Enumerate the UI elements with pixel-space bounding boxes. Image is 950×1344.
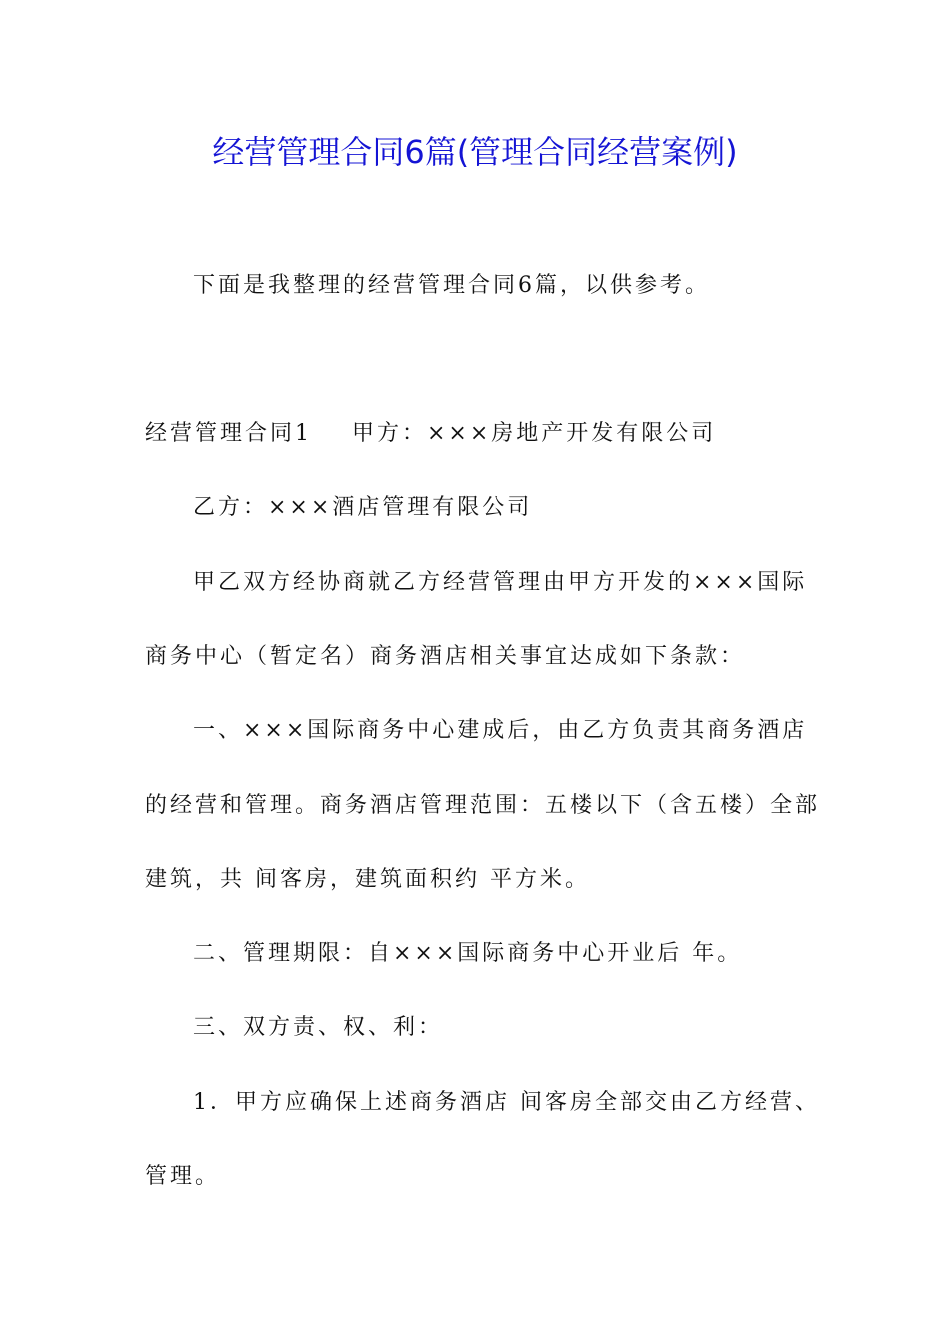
item-line: 管理。 (145, 1164, 221, 1189)
party-a: 甲方：×××房地产开发有限公司 (352, 421, 717, 446)
clause-line: 建筑，共 间客房，建筑面积约 平方米。 (145, 867, 590, 892)
clause-line: 三、双方责、权、利： (193, 1015, 444, 1040)
clause-line: 二、管理期限：自×××国际商务中心开业后 年。 (193, 941, 743, 966)
paragraph-line: 甲乙双方经协商就乙方经营管理由甲方开发的×××国际 (193, 570, 808, 595)
party-b: 乙方：×××酒店管理有限公司 (193, 495, 533, 520)
contract-heading-line (145, 418, 716, 450)
intro-paragraph: 下面是我整理的经营管理合同6篇，以供参考。 (193, 273, 710, 298)
document-title: 经营管理合同6篇(管理合同经营案例) (212, 133, 738, 171)
clause-line: 的经营和管理。商务酒店管理范围：五楼以下（含五楼）全部 (145, 793, 821, 818)
clause-line: 一、×××国际商务中心建成后，由乙方负责其商务酒店 (193, 718, 808, 743)
paragraph-line: 商务中心（暂定名）商务酒店相关事宜达成如下条款： (145, 644, 746, 669)
item-line: 1．甲方应确保上述商务酒店 间客房全部交由乙方经营、 (193, 1090, 820, 1115)
contract-heading-label: 经营管理合同1 (145, 421, 312, 446)
